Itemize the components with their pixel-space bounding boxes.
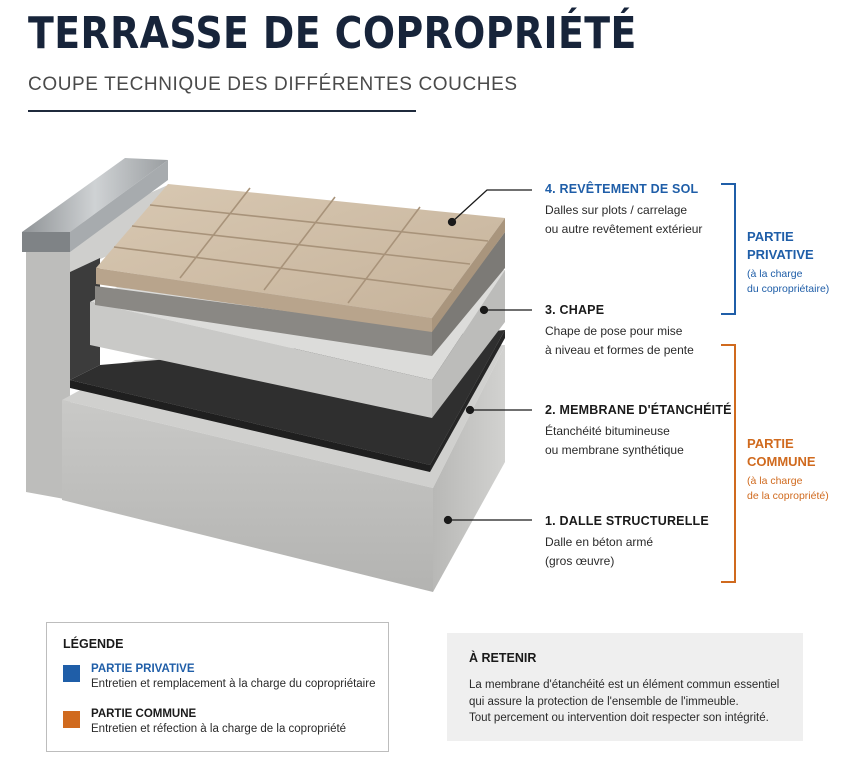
label-slab-line1: Dalle en béton armé: [545, 535, 654, 549]
group-common-note2: de la copropriété): [747, 490, 829, 502]
legend-item-private: [91, 663, 375, 690]
label-membrane-title: 2. MEMBRANE D'ÉTANCHÉITÉ: [545, 403, 732, 417]
key-note-line3: Tout percement ou intervention doit respecter son intégrité.: [469, 712, 769, 724]
group-private-line1: PARTIE: [747, 229, 794, 244]
label-slab-title: 1. DALLE STRUCTURELLE: [545, 514, 709, 528]
group-common-line2: COMMUNE: [747, 454, 816, 469]
group-common: [747, 435, 829, 504]
private-bracket: [721, 184, 735, 314]
label-membrane-line1: Étanchéité bitumineuse: [545, 424, 670, 438]
label-membrane: [545, 403, 732, 460]
legend-box: [46, 622, 389, 752]
key-note-box: [447, 633, 803, 741]
legend-common-text: Entretien et réfection à la charge de la copropriété: [91, 723, 347, 735]
group-private: [747, 228, 829, 297]
label-slab-line2: (gros œuvre): [545, 554, 615, 568]
common-bracket: [721, 345, 735, 582]
label-screed: [545, 303, 694, 360]
legend-common-name: PARTIE COMMUNE: [91, 708, 197, 720]
label-screed-line2: à niveau et formes de pente: [545, 343, 694, 357]
label-floor-covering-title: 4. REVÊTEMENT DE SOL: [545, 182, 699, 196]
key-note-line1: La membrane d'étanchéité est un élément commun essentiel: [469, 679, 780, 691]
label-screed-title: 3. CHAPE: [545, 303, 605, 317]
legend-private-text: Entretien et remplacement à la charge du copropriétaire: [91, 678, 376, 690]
legend-title: LÉGENDE: [63, 637, 124, 651]
label-screed-line1: Chape de pose pour mise: [545, 324, 683, 338]
group-private-line2: PRIVATIVE: [747, 247, 814, 262]
legend-swatch-common: [63, 711, 80, 728]
label-structural-slab: [545, 514, 709, 571]
title-underline: [28, 110, 416, 112]
legend-private-name: PARTIE PRIVATIVE: [91, 663, 195, 675]
key-note-title: À RETENIR: [469, 651, 537, 665]
label-membrane-line2: ou membrane synthétique: [545, 443, 684, 457]
group-private-note2: du copropriétaire): [747, 283, 830, 295]
group-private-note1: (à la charge: [747, 268, 803, 280]
page-subtitle: COUPE TECHNIQUE DES DIFFÉRENTES COUCHES: [28, 74, 518, 95]
cross-section-illustration: [0, 130, 841, 610]
group-common-note1: (à la charge: [747, 475, 803, 487]
label-floor-covering-line1: Dalles sur plots / carrelage: [545, 203, 688, 217]
page-title: TERRASSE DE COPROPRIÉTÉ: [28, 8, 637, 59]
label-floor-covering: [545, 182, 702, 239]
label-floor-covering-line2: ou autre revêtement extérieur: [545, 222, 703, 236]
legend-item-common: [91, 708, 346, 735]
legend-swatch-private: [63, 665, 80, 682]
key-note-line2: qui assure la protection de l'ensemble de l'immeuble.: [469, 695, 739, 708]
group-common-line1: PARTIE: [747, 436, 794, 451]
